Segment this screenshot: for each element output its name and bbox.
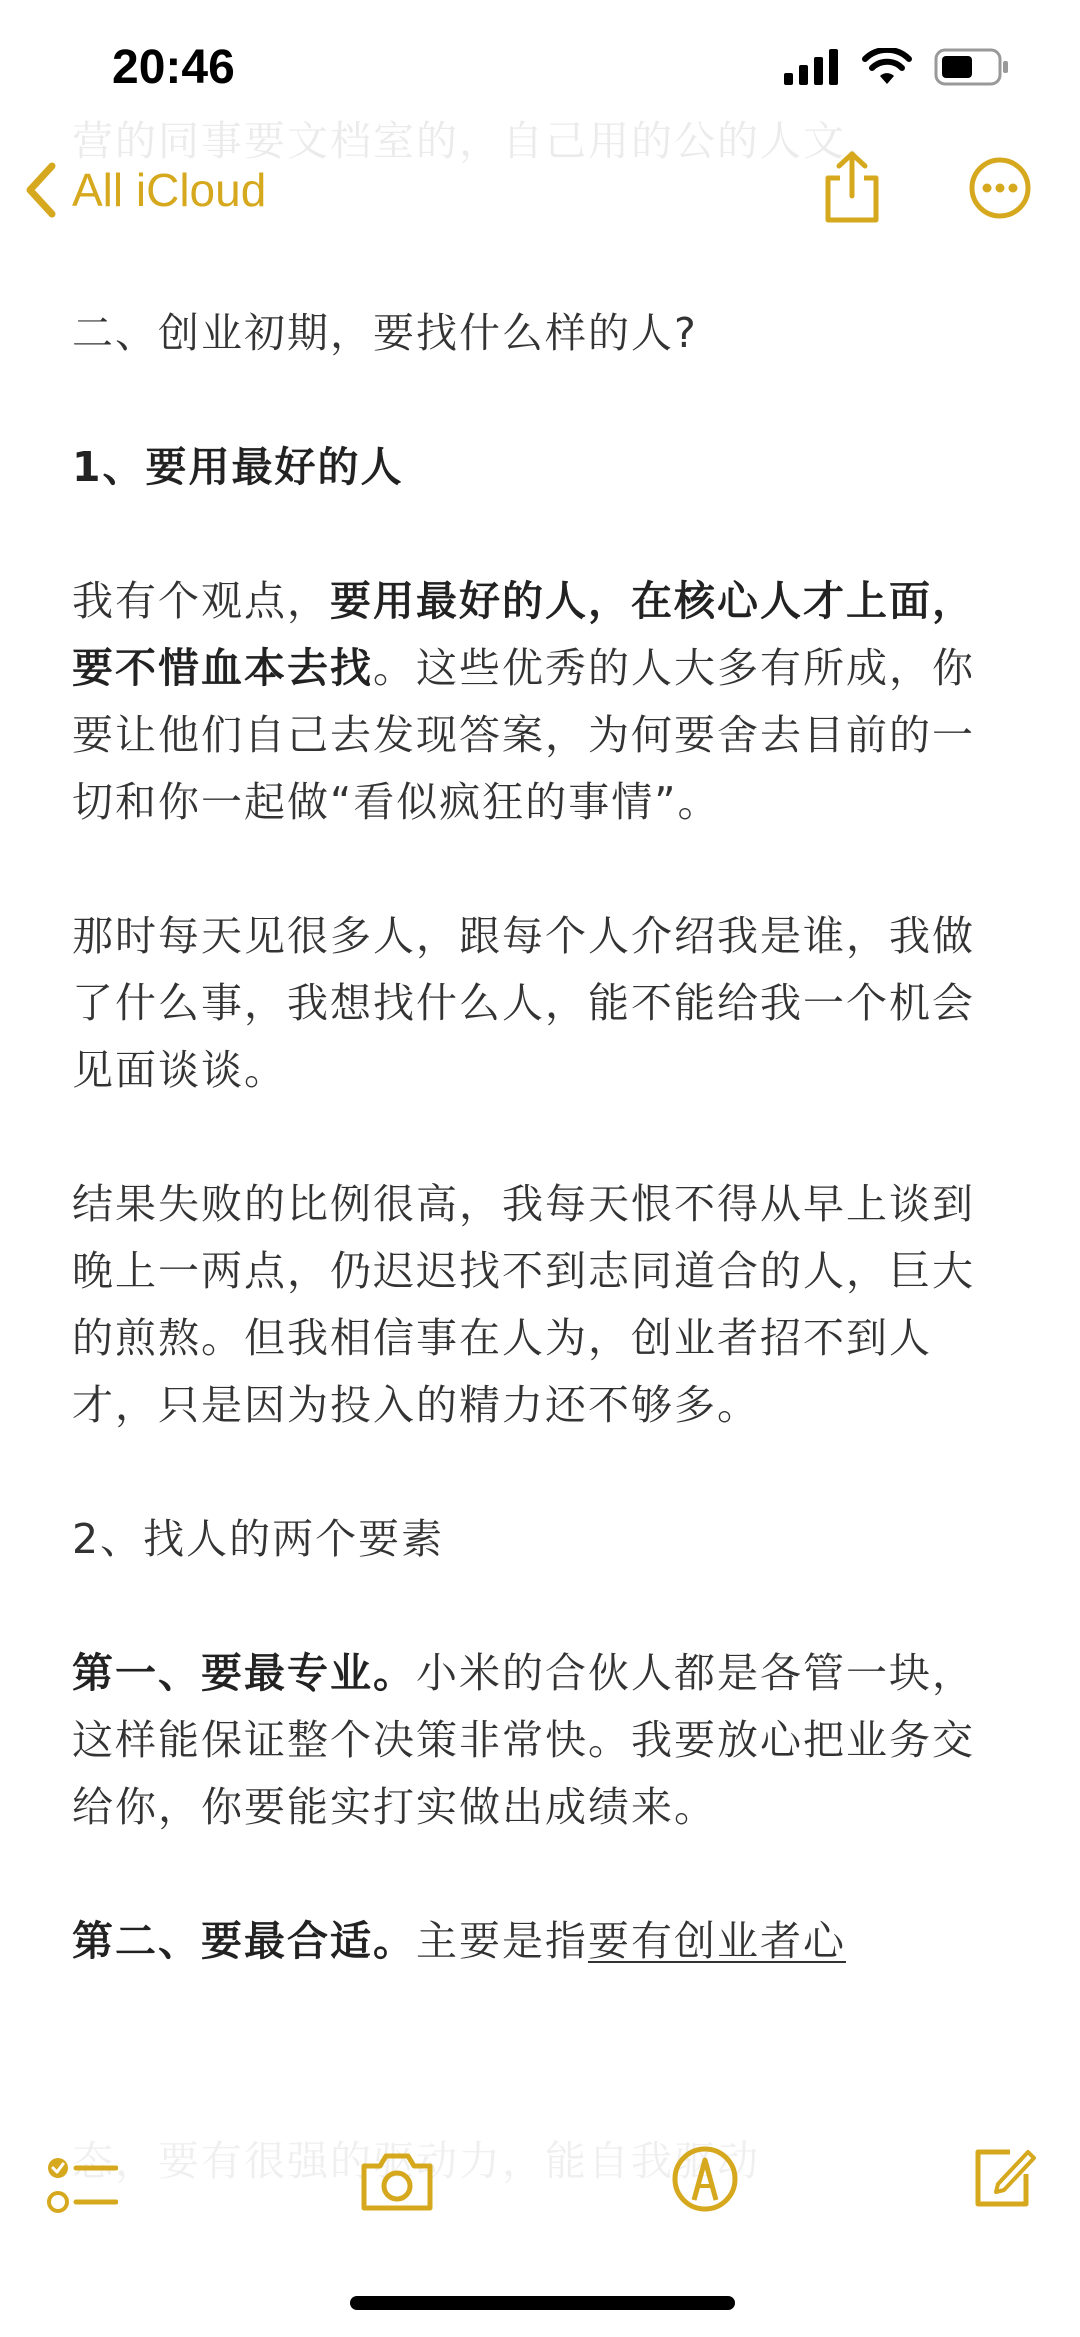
status-icons	[784, 48, 1010, 86]
faded-scrolled-text: 营的同事要文档室的，自己用的公的人文，	[72, 117, 889, 165]
note-bold-text: 第二、要最合适。	[72, 1917, 416, 1965]
checklist-button[interactable]	[46, 2154, 118, 2222]
note-paragraph: 那时每天见很多人，跟每个人介绍我是谁，我做了什么事，我想找什么人，能不能给我一个机会见面谈谈。	[72, 912, 975, 1094]
home-indicator[interactable]	[350, 2296, 735, 2310]
compose-icon	[970, 2144, 1038, 2212]
note-paragraph	[72, 568, 1002, 836]
share-button[interactable]	[820, 150, 884, 230]
note-bold-text: 要用最好的人，在核心人才上面，要不惜血本去找	[72, 577, 975, 692]
note-text: 小米的合伙人都是各管一块，这样能保证整个决策非常快。我要放心把业务交给你，你要能实打实做出成绩来。	[72, 1649, 975, 1831]
checklist-icon	[46, 2154, 118, 2218]
camera-button[interactable]	[358, 2148, 436, 2218]
back-label: All iCloud	[72, 164, 267, 216]
wifi-icon	[862, 48, 912, 86]
back-button[interactable]	[22, 160, 266, 220]
status-time: 20:46	[112, 41, 235, 94]
note-paragraph	[72, 1640, 1002, 1841]
note-heading: 二、创业初期，要找什么样的人?	[72, 309, 698, 357]
more-icon	[968, 156, 1032, 220]
camera-icon	[358, 2148, 436, 2214]
note-paragraph	[72, 1908, 1002, 1975]
note-text: 我有个观点，	[72, 577, 330, 625]
compose-button[interactable]	[970, 2144, 1038, 2216]
faded-bottom-text: 态，要有很强的驱动力，能自我驱动	[72, 2137, 760, 2185]
more-button[interactable]	[968, 156, 1032, 224]
note-subheading-text: 1、要用最好的人	[72, 443, 404, 491]
note-subheading	[72, 434, 1002, 501]
note-paragraph: 结果失败的比例很高，我每天恨不得从早上谈到晚上一两点，仍迟迟找不到志同道合的人，巨大的煎熬。但我相信事在人为，创业者招不到人才，只是因为投入的精力还不够多。	[72, 1180, 975, 1429]
note-bold-text: 第一、要最专业。	[72, 1649, 416, 1697]
note-text: 主要是指	[416, 1917, 588, 1965]
markup-button[interactable]	[670, 2144, 740, 2218]
note-underlined-text: 要有创业者心	[588, 1917, 846, 1965]
note-text: 。这些优秀的人大多有所成，你要让他们自己去发现答案，为何要舍去目前的一切和你一起做“看似疯狂的事情”。	[72, 644, 975, 826]
bottom-toolbar	[0, 2140, 1080, 2250]
markup-icon	[670, 2144, 740, 2214]
share-icon	[820, 150, 884, 226]
signal-icon	[784, 49, 840, 85]
chevron-left-icon	[22, 160, 62, 220]
nav-bar	[0, 150, 1080, 260]
battery-icon	[934, 48, 1010, 86]
note-body[interactable]	[72, 300, 1002, 2042]
note-subheading-2: 2、找人的两个要素	[72, 1515, 445, 1563]
